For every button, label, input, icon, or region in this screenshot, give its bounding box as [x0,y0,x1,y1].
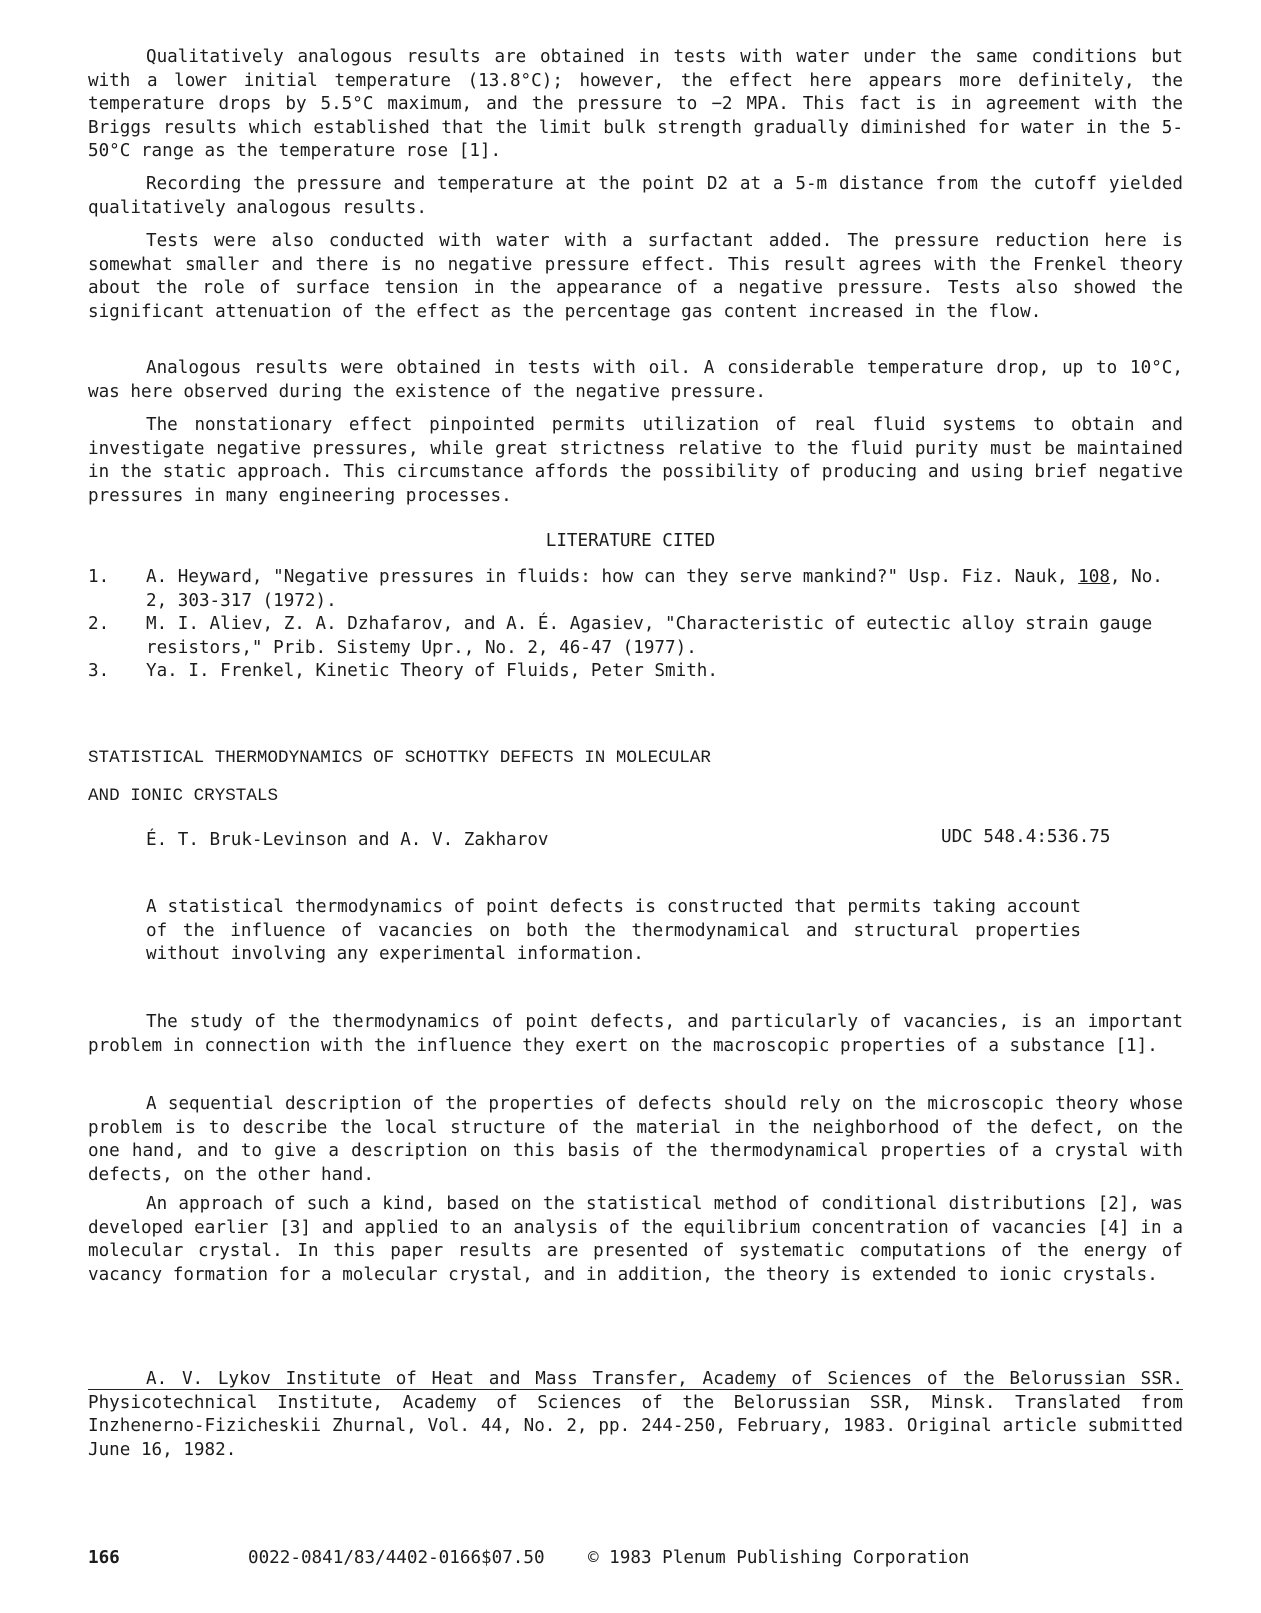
body-section [88,1093,1183,1187]
footnote: A. V. Lykov Institute of Heat and Mass Transfer, Academy of Sciences of the Belorussian SSR. Physicotechnical Institute, Academy of Sciences of the Belorussian SSR, Minsk. Translated from Inzhenerno-Fizicheskii Zhurnal, Vol. 44, No. 2, pp. 244-250, February, 1983. Original article submitted June 16, 1982. [88,1369,1183,1460]
paragraph: The nonstationary effect pinpointed permits utilization of real fluid systems to obtain and investigate negative pressures, while great strictness relative to the fluid purity must be maintained in the static approach. This circumstance affords the possibility of producing and using brief negative pressures in many engineering processes. [88,415,1183,506]
article-authors: É. T. Bruk-Levinson and A. V. Zakharov [146,830,549,850]
intro-section [88,230,1183,324]
reference-number: 2. [88,614,110,635]
reference-text: Ya. I. Frenkel, Kinetic Theory of Fluids, Peter Smith. [146,661,718,682]
literature-heading: LITERATURE CITED [545,531,716,551]
abstract [146,896,1081,967]
reference-text: M. I. Aliev, Z. A. Dzhafarov, and A. É. Agasiev, "Characteristic of eutectic alloy strain gauge resistors," Prib. Sistemy Upr., No. 2, 46-47 (1977). [146,614,1153,658]
udc-code: UDC 548.4:536.75 [941,827,1111,847]
copyright-notice: © 1983 Plenum Publishing Corporation [588,1548,970,1568]
article-title-line-2: AND IONIC CRYSTALS [88,786,279,806]
reference-list [88,566,1188,684]
reference-text: , No. 2, 303-317 (1972). [146,567,1163,611]
reference-item [88,566,1188,613]
reference-text: A. Heyward, "Negative pressures in fluids: how can they serve mankind?" Usp. Fiz. Nauk, [146,567,1079,587]
intro-section [88,173,1183,220]
paragraph: Tests were also conducted with water with a surfactant added. The pressure reduction here is somewhat smaller and there is no negative pressure effect. This result agrees with the Frenkel theory about the role of surface tension in the appearance of a negative pressure. Tests also showed the significant attenuation of the effect as the percentage gas content increased in the flow. [88,231,1183,322]
body-section [88,1011,1183,1058]
abstract-text: A statistical thermodynamics of point defects is constructed that permits taking account of the influence of vacancies on both the thermodynamical and structural properties without involving any experimental information. [146,897,1081,965]
reference-number: 3. [88,661,110,682]
body-section [88,1193,1183,1287]
paragraph: Analogous results were obtained in tests with oil. A considerable temperature drop, up to 10°C, was here observed during the existence of the negative pressure. [88,358,1183,402]
reference-item [88,660,1188,684]
reference-item [88,613,1188,660]
intro-section [88,357,1183,404]
article-code: 0022-0841/83/4402-0166$07.50 [248,1548,545,1568]
page-number: 166 [88,1548,120,1568]
footnote-section [88,1368,1183,1462]
article-title-line-1: STATISTICAL THERMODYNAMICS OF SCHOTTKY DEFECTS IN MOLECULAR [88,748,711,768]
intro-section [88,46,1183,164]
paragraph: The study of the thermodynamics of point defects, and particularly of vacancies, is an important problem in connection with the influence they exert on the macroscopic properties of a substance [1]. [88,1012,1183,1056]
reference-volume: 108 [1078,567,1110,587]
intro-section [88,414,1183,508]
paragraph: Recording the pressure and temperature at the point D2 at a 5-m distance from the cutoff yielded qualitatively analogous results. [88,174,1183,218]
reference-number: 1. [88,567,110,587]
paragraph: Qualitatively analogous results are obtained in tests with water under the same conditions but with a lower initial temperature (13.8°C); however, the effect here appears more definitely, the temperature drops by 5.5°C maximum, and the pressure to −2 MPA. This fact is in agreement with the Briggs results which established that the limit bulk strength gradually diminished for water in the 5-50°C range as the temperature rose [1]. [88,47,1183,162]
paragraph: A sequential description of the properties of defects should rely on the microscopic theory whose problem is to describe the local structure of the material in the neighborhood of the defect, on the one hand, and to give a description on this basis of the thermodynamical properties of a crystal with defects, on the other hand. [88,1094,1183,1185]
paragraph: An approach of such a kind, based on the statistical method of conditional distributions [2], was developed earlier [3] and applied to an analysis of the equilibrium concentration of vacancies [4] in a molecular crystal. In this paper results are presented of systematic computations of the energy of vacancy formation for a molecular crystal, and in addition, the theory is extended to ionic crystals. [88,1194,1183,1285]
